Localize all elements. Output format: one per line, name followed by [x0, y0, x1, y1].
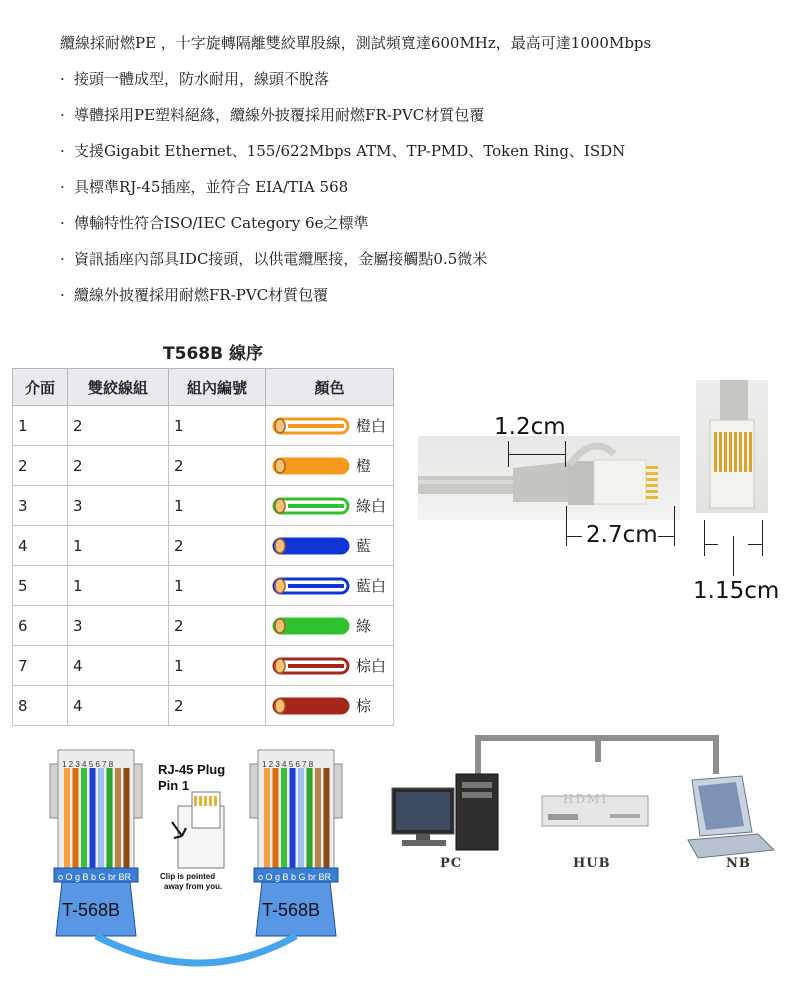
left-pin-numbers: 1 2 3 4 5 6 7 8 — [62, 760, 114, 769]
bullet: · — [60, 178, 65, 196]
wire-swatch — [270, 416, 352, 436]
bullet: · — [60, 70, 65, 88]
plug-wire — [107, 768, 113, 868]
cell-number: 1 — [169, 566, 266, 606]
wire-swatch — [270, 616, 352, 636]
spec-item — [60, 68, 780, 104]
plug-front-photo — [696, 380, 768, 513]
dim-line — [508, 454, 566, 455]
rj45-plug-sketch — [172, 792, 224, 868]
plug-wire — [315, 768, 321, 868]
cell-pair: 2 — [68, 406, 169, 446]
dim-line — [748, 544, 762, 545]
plug-front-image — [696, 380, 768, 513]
spec-item — [60, 284, 780, 320]
cell-pin: 7 — [13, 646, 68, 686]
dim-line — [674, 506, 675, 546]
bullet: · — [60, 106, 65, 124]
plug-wire — [273, 768, 279, 868]
dim-label-length: 2.7cm — [586, 522, 658, 548]
color-name: 藍白 — [356, 577, 387, 595]
table-row — [13, 606, 394, 646]
plug-wire — [307, 768, 313, 868]
cell-pair: 3 — [68, 486, 169, 526]
cell-color — [266, 446, 394, 486]
cell-color — [266, 606, 394, 646]
wire-swatch — [270, 696, 352, 716]
clip-note-line2: away from you. — [164, 882, 223, 891]
spec-item-text: 接頭一體成型，防水耐用，線頭不脫落 — [74, 70, 330, 88]
spec-item-text: 具標準RJ-45插座，並符合 EIA/TIA 568 — [74, 178, 349, 196]
dim-line — [566, 506, 567, 546]
hdmi-logo-text: HDMI — [563, 792, 609, 806]
color-name: 橙白 — [356, 417, 387, 435]
cell-pair: 4 — [68, 646, 169, 686]
spec-list — [60, 32, 780, 320]
color-name: 綠白 — [356, 497, 387, 515]
spec-item — [60, 140, 780, 176]
color-name: 棕 — [356, 697, 372, 715]
bullet: · — [60, 286, 65, 304]
plug-wire — [90, 768, 96, 868]
cell-pin: 6 — [13, 606, 68, 646]
table-row — [13, 646, 394, 686]
cell-pin: 8 — [13, 686, 68, 726]
color-name: 綠 — [356, 617, 372, 635]
plug-wire — [290, 768, 296, 868]
table-row — [13, 406, 394, 446]
plug-wire — [73, 768, 79, 868]
cell-pin: 4 — [13, 526, 68, 566]
plug-wire — [298, 768, 304, 868]
cell-number: 2 — [169, 526, 266, 566]
cell-color — [266, 646, 394, 686]
right-color-code: o O g B b G br BR — [258, 872, 332, 882]
cell-pin: 1 — [13, 406, 68, 446]
bullet: · — [60, 214, 65, 232]
cell-number: 2 — [169, 446, 266, 486]
spec-item-text: 支援Gigabit Ethernet、155/622Mbps ATM、TP-PMD、Token Ring、ISDN — [74, 142, 626, 160]
network-connector — [478, 738, 716, 774]
cell-pair: 2 — [68, 446, 169, 486]
cell-pair: 1 — [68, 526, 169, 566]
spec-item — [60, 176, 780, 212]
table-header-row — [13, 369, 394, 406]
plug-wire — [115, 768, 121, 868]
plug-wire — [98, 768, 104, 868]
cell-color — [266, 486, 394, 526]
left-color-code: o O g B b G br BR — [58, 872, 132, 882]
cell-number: 1 — [169, 486, 266, 526]
cable-side-photo — [418, 436, 680, 520]
plug-wire — [264, 768, 270, 868]
cell-pair: 1 — [68, 566, 169, 606]
nb-label: NB — [726, 856, 751, 871]
cell-pin: 2 — [13, 446, 68, 486]
notebook-icon — [688, 776, 774, 858]
cell-pair: 4 — [68, 686, 169, 726]
col-header-interface: 介面 — [13, 369, 68, 406]
bullet: · — [60, 250, 65, 268]
color-name: 藍 — [356, 537, 372, 555]
cell-color — [266, 686, 394, 726]
plug-title: RJ-45 Plug — [158, 762, 226, 777]
table-row — [13, 686, 394, 726]
plug-wire — [124, 768, 130, 868]
color-name: 棕白 — [356, 657, 387, 675]
left-plug-label: T-568B — [62, 900, 121, 920]
wire-swatch — [270, 576, 352, 596]
cable-curve — [96, 936, 296, 963]
col-header-color: 顏色 — [266, 369, 394, 406]
spec-item — [60, 248, 780, 284]
cell-color — [266, 526, 394, 566]
spec-item — [60, 104, 780, 140]
spec-item-text: 導體採用PE塑料絕緣，纜線外披覆採用耐燃FR-PVC材質包覆 — [74, 106, 485, 124]
pc-label: PC — [440, 856, 463, 871]
spec-item-text: 傳輸特性符合ISO/IEC Category 6e之標準 — [74, 214, 369, 232]
wiring-table — [12, 368, 394, 726]
plug-wire — [81, 768, 87, 868]
table-row — [13, 446, 394, 486]
clip-note-line1: Clip is pointed — [160, 872, 216, 881]
plug-pin-label: Pin 1 — [158, 778, 190, 793]
table-body — [13, 406, 394, 726]
dim-label-height: 1.15cm — [693, 578, 780, 604]
dim-line — [762, 520, 763, 556]
cable-side-image — [418, 436, 680, 520]
spec-item — [60, 212, 780, 248]
cell-pin: 5 — [13, 566, 68, 606]
cell-pair: 3 — [68, 606, 169, 646]
right-pin-numbers: 1 2 3 4 5 6 7 8 — [262, 760, 314, 769]
hub-label: HUB — [573, 856, 611, 871]
wire-swatch — [270, 496, 352, 516]
col-header-pair: 雙絞線組 — [68, 369, 169, 406]
wire-swatch — [270, 536, 352, 556]
dim-line — [566, 536, 582, 537]
table-row — [13, 566, 394, 606]
dim-line — [658, 536, 674, 537]
cell-number: 2 — [169, 606, 266, 646]
dim-label-width: 1.2cm — [494, 414, 566, 440]
pc-icon — [392, 774, 498, 850]
table-row — [13, 486, 394, 526]
spec-item-text: 資訊插座內部具IDC接頭，以供電纜壓接，金屬接觸點0.5微米 — [74, 250, 488, 268]
t568b-table-block — [12, 340, 394, 726]
plug-wire — [281, 768, 287, 868]
table-title: T568B 線序 — [163, 344, 263, 364]
dim-line — [733, 536, 734, 576]
plug-wire — [324, 768, 330, 868]
cell-number: 2 — [169, 686, 266, 726]
plug-wire — [64, 768, 70, 868]
dim-line — [704, 520, 705, 556]
spec-item-text: 纜線外披覆採用耐燃FR-PVC材質包覆 — [74, 286, 329, 304]
wire-swatch — [270, 456, 352, 476]
cell-number: 1 — [169, 646, 266, 686]
cell-pin: 3 — [13, 486, 68, 526]
cell-color — [266, 566, 394, 606]
color-name: 橙 — [356, 457, 372, 475]
cell-number: 1 — [169, 406, 266, 446]
wire-swatch — [270, 656, 352, 676]
table-row — [13, 526, 394, 566]
spec-intro: 纜線採耐燃PE ，十字旋轉隔離雙絞單股線，測試頻寬達600MHz，最高可達1000Mbps — [60, 34, 652, 52]
spec-items — [60, 68, 780, 320]
dim-line — [704, 544, 718, 545]
col-header-number: 組內編號 — [169, 369, 266, 406]
right-plug-label: T-568B — [262, 900, 321, 920]
bullet: · — [60, 142, 65, 160]
cell-color — [266, 406, 394, 446]
